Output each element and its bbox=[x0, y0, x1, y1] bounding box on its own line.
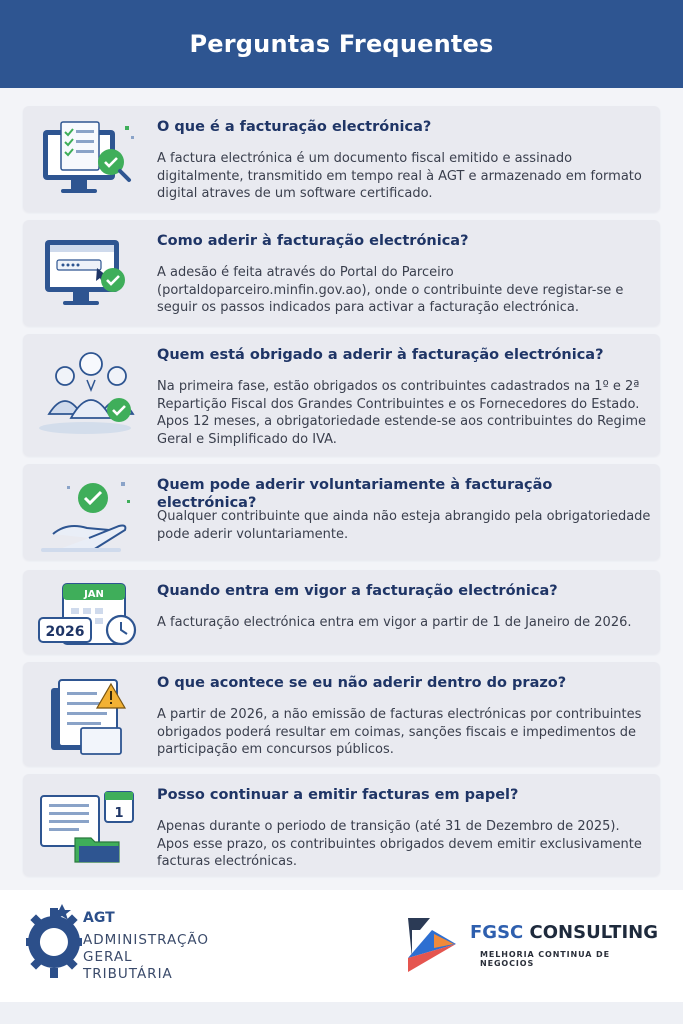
calendar-year-label: 2026 bbox=[45, 624, 85, 640]
footer-band bbox=[0, 1002, 683, 1024]
faq-answer: Na primeira fase, estão obrigados os contribuintes cadastrados na 1º e 2ª Repartição Fiscal dos Grandes Contribuintes e os Fornecedores do Estado. Apos 12 meses, a obrigatoriedade estende-se aos contribuintes do Regime Geral e Simplificado do IVA. bbox=[157, 379, 647, 447]
faq-item bbox=[23, 334, 660, 456]
faq-item bbox=[23, 464, 660, 560]
fgsc-name-part1: FGSC bbox=[470, 922, 524, 943]
agt-name-line: ADMINISTRAÇÃO bbox=[83, 932, 210, 948]
agt-logo bbox=[26, 896, 236, 992]
faq-question: Como aderir à facturação electrónica? bbox=[157, 233, 469, 249]
footer bbox=[0, 890, 683, 1024]
gear-icon bbox=[26, 902, 82, 992]
faq-item bbox=[23, 106, 660, 212]
monitor-checklist-icon bbox=[35, 114, 151, 209]
faq-item bbox=[23, 662, 660, 766]
monitor-login-icon bbox=[35, 228, 151, 323]
hand-check-icon bbox=[35, 472, 151, 565]
faq-question: O que acontece se eu não aderir dentro do prazo? bbox=[157, 675, 567, 691]
faq-answer: Apenas durante o periodo de transição (até 31 de Dezembro de 2025). Apos esse prazo, os contribuintes obrigados devem emitir exclusivamente facturas electrónicas. bbox=[157, 819, 642, 869]
faq-answer: A factura electrónica é um documento fiscal emitido e assinado digitalmente, transmitido em tempo real à AGT e armazenado em formato digital atraves de um software certificado. bbox=[157, 151, 642, 201]
page-title: Perguntas Frequentes bbox=[189, 30, 494, 58]
faq-question: Quem está obrigado a aderir à facturação electrónica? bbox=[157, 347, 604, 363]
faq-item bbox=[23, 220, 660, 326]
page-header bbox=[0, 0, 683, 88]
faq-question: Quem pode aderir voluntariamente à facturação electrónica? bbox=[157, 477, 553, 511]
fgsc-name-part2: CONSULTING bbox=[529, 922, 658, 943]
faq-question: O que é a facturação electrónica? bbox=[157, 119, 432, 135]
agt-name-line: TRIBUTÁRIA bbox=[83, 966, 173, 982]
document-warning-icon bbox=[35, 670, 151, 765]
fgsc-logo bbox=[404, 912, 666, 974]
calendar-clock-icon bbox=[35, 578, 151, 659]
fgsc-tagline: MELHORIA CONTINUA DE NEGOCIOS bbox=[480, 950, 610, 968]
faq-answer: A partir de 2026, a não emissão de facturas electrónicas por contribuintes obrigados poderá resultar em coimas, sanções fiscais e impedimentos de participação em concursos públicos. bbox=[157, 707, 642, 757]
fgsc-play-icon bbox=[404, 914, 458, 974]
faq-question: Quando entra em vigor a facturação electrónica? bbox=[157, 583, 558, 599]
agt-acronym: AGT bbox=[83, 910, 115, 926]
faq-answer: A facturação electrónica entra em vigor a partir de 1 de Janeiro de 2026. bbox=[157, 615, 632, 630]
paper-invoices-icon bbox=[35, 782, 151, 877]
calendar-month-label: JAN bbox=[84, 589, 104, 600]
faq-item bbox=[23, 570, 660, 654]
faq-question: Posso continuar a emitir facturas em papel? bbox=[157, 787, 519, 803]
agt-name-line: GERAL bbox=[83, 949, 133, 965]
faq-answer: Qualquer contribuinte que ainda não esteja abrangido pela obrigatoriedade pode aderir voluntariamente. bbox=[157, 509, 651, 542]
faq-item bbox=[23, 774, 660, 876]
calendar-day-label: 1 bbox=[114, 806, 124, 821]
people-group-icon bbox=[35, 342, 151, 447]
faq-answer: A adesão é feita através do Portal do Parceiro (portaldoparceiro.minfin.gov.ao), onde o contribuinte deve registar-se e seguir os passos indicados para activar a facturação electrónica. bbox=[157, 265, 624, 315]
